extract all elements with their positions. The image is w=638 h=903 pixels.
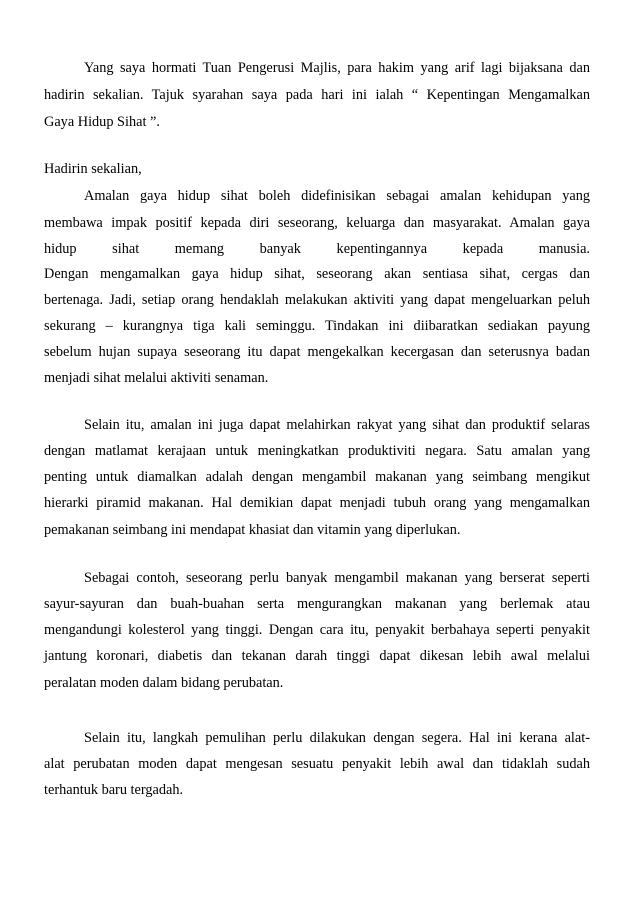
text-line: sekurang – kurangnya tiga kali seminggu. Tindakan ini diibaratkan sediakan payung (44, 318, 590, 334)
text-line: Selain itu, amalan ini juga dapat melahirkan rakyat yang sihat dan produktif selaras (84, 417, 590, 433)
text-line: alat perubatan moden dapat mengesan sesuatu penyakit lebih awal dan tidaklah sudah (44, 756, 590, 772)
text-line: penting untuk diamalkan adalah dengan mengambil makanan yang seimbang mengikut (44, 469, 590, 485)
text-line: Dengan mengamalkan gaya hidup sihat, seseorang akan sentiasa sihat, cergas dan (44, 266, 590, 282)
text-line: bertenaga. Jadi, setiap orang hendaklah melakukan aktiviti yang dapat mengeluarkan peluh (44, 292, 590, 308)
text-line: Yang saya hormati Tuan Pengerusi Majlis, para hakim yang arif lagi bijaksana dan (84, 60, 590, 76)
text-line: pemakanan seimbang ini mendapat khasiat dan vitamin yang diperlukan. (44, 522, 461, 538)
text-line: sebelum hujan supaya seseorang itu dapat mengekalkan kecergasan dan seterusnya badan (44, 344, 590, 360)
text-line: terhantuk baru tergadah. (44, 782, 184, 798)
text-line: Selain itu, langkah pemulihan perlu dilakukan dengan segera. Hal ini kerana alat- (84, 730, 590, 746)
text-line: dengan matlamat kerajaan untuk meningkatkan produktiviti negara. Satu amalan yang (44, 443, 590, 459)
text-line: Gaya Hidup Sihat ”. (44, 114, 160, 130)
text-line: menjadi sihat melalui aktiviti senaman. (44, 370, 269, 386)
text-line: hierarki piramid makanan. Hal demikian dapat menjadi tubuh orang yang mengamalkan (44, 495, 590, 511)
text-line: peralatan moden dalam bidang perubatan. (44, 675, 284, 691)
text-line: Sebagai contoh, seseorang perlu banyak mengambil makanan yang berserat seperti (84, 570, 590, 586)
text-line: Amalan gaya hidup sihat boleh didefinisikan sebagai amalan kehidupan yang (84, 188, 590, 204)
text-line: sayur-sayuran dan buah-buahan serta mengurangkan makanan yang berlemak atau (44, 596, 590, 612)
text-line: mengandungi kolesterol yang tinggi. Dengan cara itu, penyakit berbahaya seperti penyakit (44, 622, 590, 638)
text-line: membawa impak positif kepada diri seseorang, keluarga dan masyarakat. Amalan gaya (44, 215, 590, 231)
text-line: hadirin sekalian. Tajuk syarahan saya pada hari ini ialah “ Kepentingan Mengamalkan (44, 87, 590, 103)
text-line: hidup sihat memang banyak kepentingannya kepada manusia. (44, 241, 590, 257)
text-line: jantung koronari, diabetis dan tekanan darah tinggi dapat dikesan lebih awal melalui (44, 648, 590, 664)
text-line: Hadirin sekalian, (44, 161, 142, 177)
